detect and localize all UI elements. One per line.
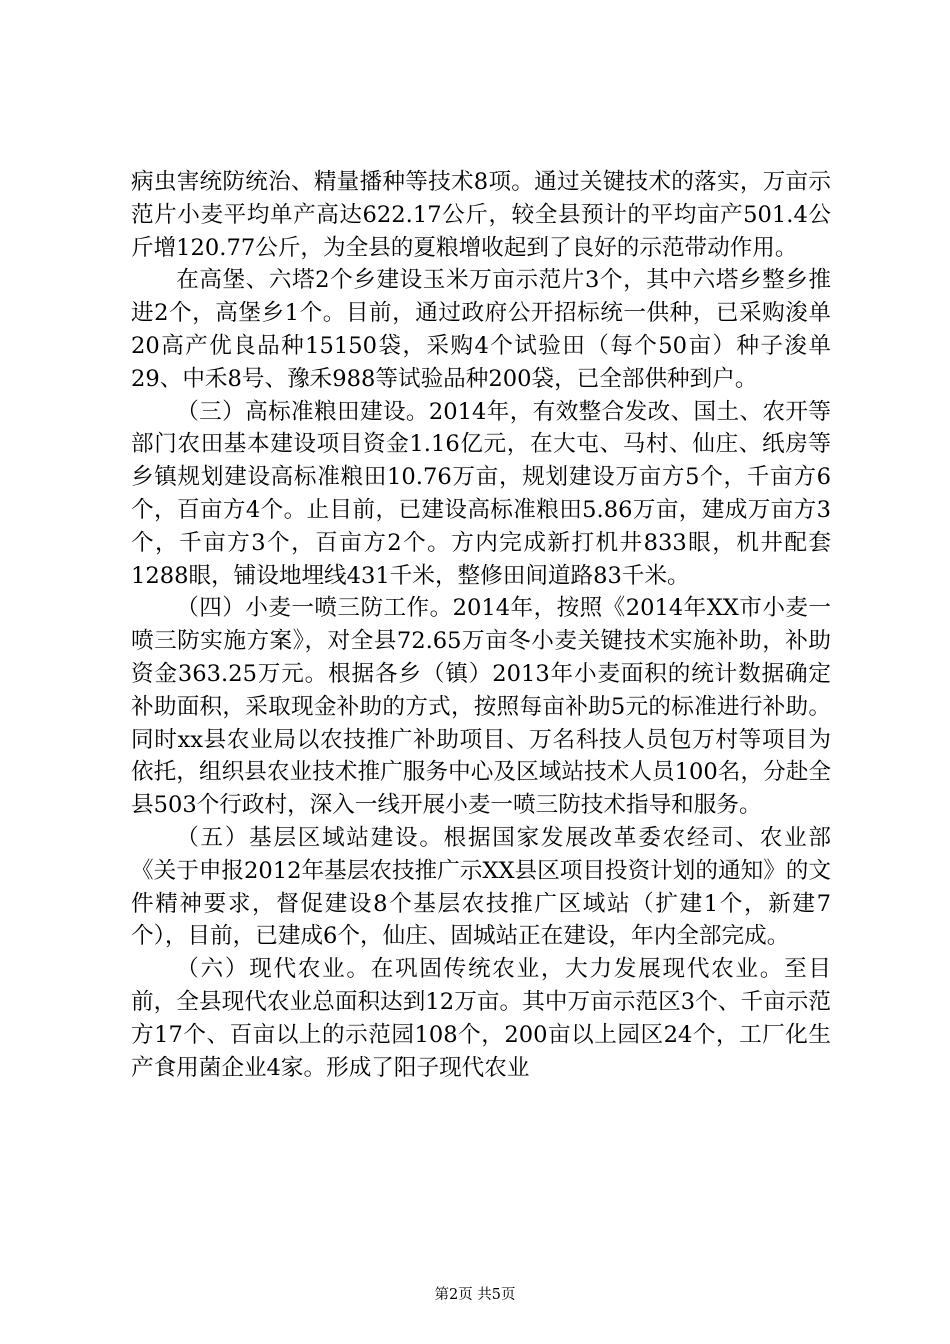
paragraph-corn-demo: 在高堡、六塔2个乡建设玉米万亩示范片3个，其中六塔乡整乡推进2个，高堡乡1个。目前，通过政府公开招标统一供种，已采购浚单20高产优良品种15150袋，采购4个试验田（每个50亩）种子浚单29、中禾8号、豫禾988等试验品种200袋，已全部供种到户。: [131, 267, 831, 392]
page-number: 第2页 共5页: [434, 1287, 516, 1303]
paragraph-modern-agriculture: （六）现代农业。在巩固传统农业，大力发展现代农业。至目前，全县现代农业总面积达到12万亩。其中万亩示范区3个、千亩示范方17个、百亩以上的示范园108个，200亩以上园区24个，工厂化生产食用菌企业4家。形成了阳子现代农业: [131, 956, 831, 1081]
body-text: [131, 166, 831, 1084]
page-footer: [0, 1285, 950, 1305]
paragraph-wheat-spray: （四）小麦一喷三防工作。2014年，按照《2014年XX市小麦一喷三防实施方案》，对全县72.65万亩冬小麦关键技术实施补助，补助资金363.25万元。根据各乡（镇）2013年小麦面积的统计数据确定补助面积，采取现金补助的方式，按照每亩补助5元的标准进行补助。同时xx县农业局以农技推广补助项目、万名科技人员包万村等项目为依托，组织县农业技术推广服务中心及区域站技术人员100名，分赴全县503个行政村，深入一线开展小麦一喷三防技术指导和服务。: [131, 595, 831, 819]
paragraph-continued: 病虫害统防统治、精量播种等技术8项。通过关键技术的落实，万亩示范片小麦平均单产高达622.17公斤，较全县预计的平均亩产501.4公斤增120.77公斤，为全县的夏粮增收起到了良好的示范带动作用。: [131, 169, 831, 261]
paragraph-regional-stations: （五）基层区域站建设。根据国家发展改革委农经司、农业部《关于申报2012年基层农技推广示XX县区项目投资计划的通知》的文件精神要求，督促建设8个基层农技推广区域站（扩建1个，新建7个），目前，已建成6个，仙庄、固城站正在建设，年内全部完成。: [131, 824, 831, 950]
paragraph-high-standard-farmland: （三）高标准粮田建设。2014年，有效整合发改、国土、农开等部门农田基本建设项目资金1.16亿元，在大屯、马村、仙庄、纸房等乡镇规划建设高标准粮田10.76万亩，规划建设万亩方5个，千亩方6个，百亩方4个。止目前，已建设高标准粮田5.86万亩，建成万亩方3个，千亩方3个，百亩方2个。方内完成新打机井833眼，机井配套1288眼，铺设地埋线431千米，整修田间道路83千米。: [131, 398, 831, 589]
